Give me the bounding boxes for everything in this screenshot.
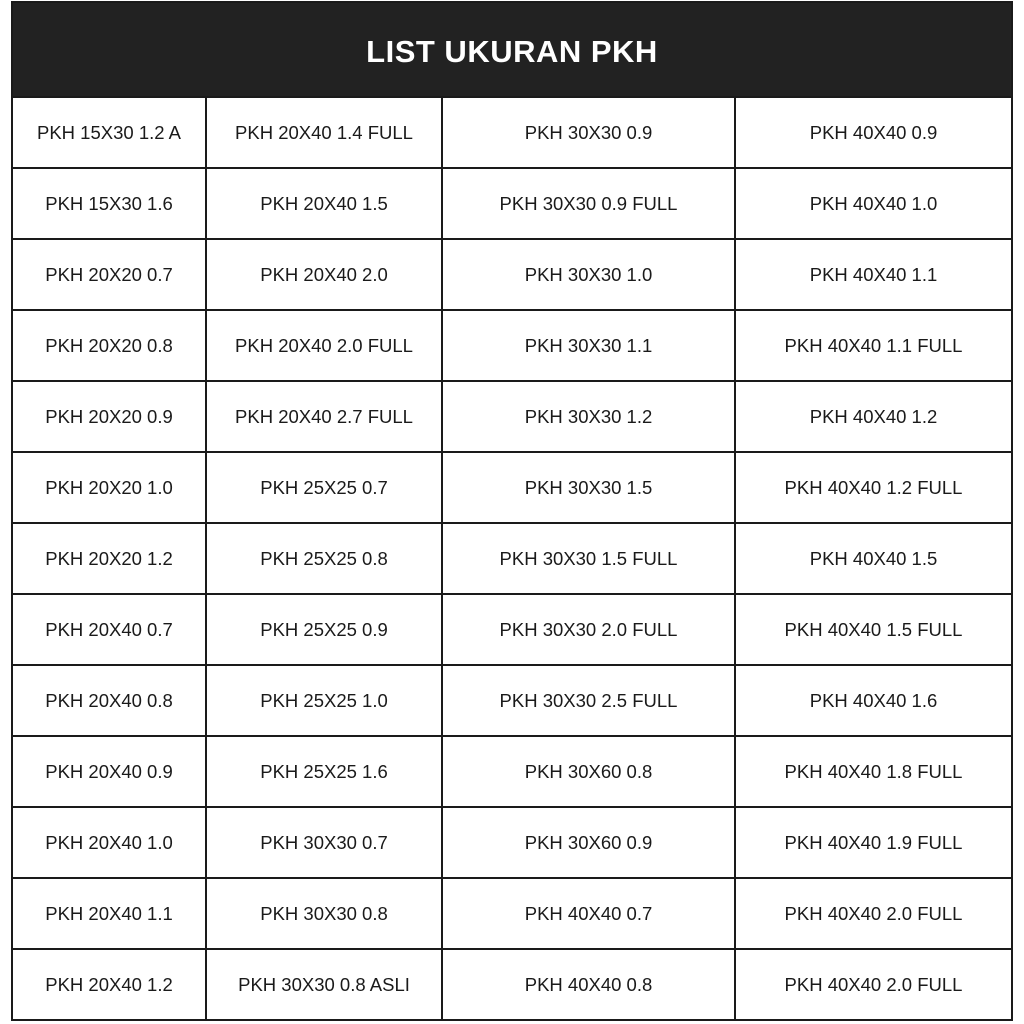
table-cell: PKH 30X30 0.9 FULL	[442, 168, 735, 239]
table-cell: PKH 25X25 0.8	[206, 523, 442, 594]
table-cell: PKH 40X40 1.9 FULL	[735, 807, 1011, 878]
size-table	[13, 98, 1011, 1019]
table-cell: PKH 25X25 1.6	[206, 736, 442, 807]
table-cell: PKH 40X40 1.0	[735, 168, 1011, 239]
table-cell: PKH 20X20 1.0	[13, 452, 206, 523]
table-row	[13, 381, 1011, 452]
table-cell: PKH 40X40 1.5	[735, 523, 1011, 594]
table-cell: PKH 40X40 1.6	[735, 665, 1011, 736]
size-table-body	[13, 98, 1011, 1019]
table-cell: PKH 20X40 2.7 FULL	[206, 381, 442, 452]
table-cell: PKH 20X20 0.8	[13, 310, 206, 381]
table-cell: PKH 20X40 1.0	[13, 807, 206, 878]
table-row	[13, 594, 1011, 665]
table-cell: PKH 40X40 0.9	[735, 98, 1011, 168]
table-cell: PKH 30X30 0.7	[206, 807, 442, 878]
table-cell: PKH 20X20 1.2	[13, 523, 206, 594]
table-cell: PKH 40X40 2.0 FULL	[784, 973, 963, 995]
table-cell: PKH 30X60 0.9	[442, 807, 735, 878]
table-cell: PKH 40X40 1.2	[735, 381, 1011, 452]
table-cell: PKH 20X40 0.9	[13, 736, 206, 807]
table-cell: PKH 25X25 0.9	[206, 594, 442, 665]
table-row	[13, 239, 1011, 310]
table-cell: PKH 30X30 1.0	[442, 239, 735, 310]
table-cell: PKH 20X40 1.5	[206, 168, 442, 239]
table-cell: PKH 40X40 1.5 FULL	[735, 594, 1011, 665]
table-cell: PKH 30X60 0.8	[442, 736, 735, 807]
table-cell: PKH 30X30 2.0 FULL	[442, 594, 735, 665]
table-row	[13, 168, 1011, 239]
table-cell: PKH 40X40 0.8	[442, 949, 735, 1019]
table-cell: PKH 15X30 1.2 A	[13, 98, 206, 168]
size-list-table-frame	[11, 1, 1013, 1021]
table-cell: PKH 20X40 2.0 FULL	[206, 310, 442, 381]
table-cell: PKH 30X30 0.8	[206, 878, 442, 949]
table-cell: PKH 30X30 1.1	[442, 310, 735, 381]
table-row	[13, 807, 1011, 878]
table-cell: PKH 30X30 0.9	[442, 98, 735, 168]
table-cell: PKH 40X40 0.7	[442, 878, 735, 949]
table-row	[13, 736, 1011, 807]
table-row	[13, 949, 1011, 1019]
table-cell: PKH 40X40 2.0 FULL	[735, 878, 1011, 949]
table-cell: PKH 20X40 1.1	[13, 878, 206, 949]
table-cell: PKH 30X30 1.2	[442, 381, 735, 452]
table-cell: PKH 30X30 1.5	[442, 452, 735, 523]
table-cell: PKH 20X20 0.7	[13, 239, 206, 310]
table-row	[13, 98, 1011, 168]
table-row	[13, 665, 1011, 736]
table-cell: PKH 25X25 0.7	[206, 452, 442, 523]
table-cell: PKH 15X30 1.6	[13, 168, 206, 239]
table-cell: PKH 25X25 1.0	[206, 665, 442, 736]
table-cell: PKH 20X40 1.2	[13, 949, 206, 1019]
table-cell: PKH 30X30 0.8 ASLI	[206, 949, 442, 1019]
table-cell: PKH 40X40 1.1	[735, 239, 1011, 310]
table-cell: PKH 30X30 2.5 FULL	[442, 665, 735, 736]
table-cell: PKH 20X40 2.0	[206, 239, 442, 310]
table-row	[13, 310, 1011, 381]
table-row	[13, 878, 1011, 949]
table-row	[13, 523, 1011, 594]
table-header	[13, 3, 1011, 98]
table-row	[13, 452, 1011, 523]
table-cell: PKH 20X40 1.4 FULL	[206, 98, 442, 168]
table-cell: PKH 40X40 1.1 FULL	[735, 310, 1011, 381]
table-cell: PKH 40X40 1.8 FULL	[735, 736, 1011, 807]
table-cell: PKH 20X40 0.8	[13, 665, 206, 736]
table-cell: PKH 40X40 1.2 FULL	[735, 452, 1011, 523]
table-cell: PKH 20X20 0.9	[13, 381, 206, 452]
page-title: LIST UKURAN PKH	[366, 33, 658, 69]
table-cell: PKH 30X30 1.5 FULL	[442, 523, 735, 594]
table-cell: PKH 20X40 0.7	[13, 594, 206, 665]
